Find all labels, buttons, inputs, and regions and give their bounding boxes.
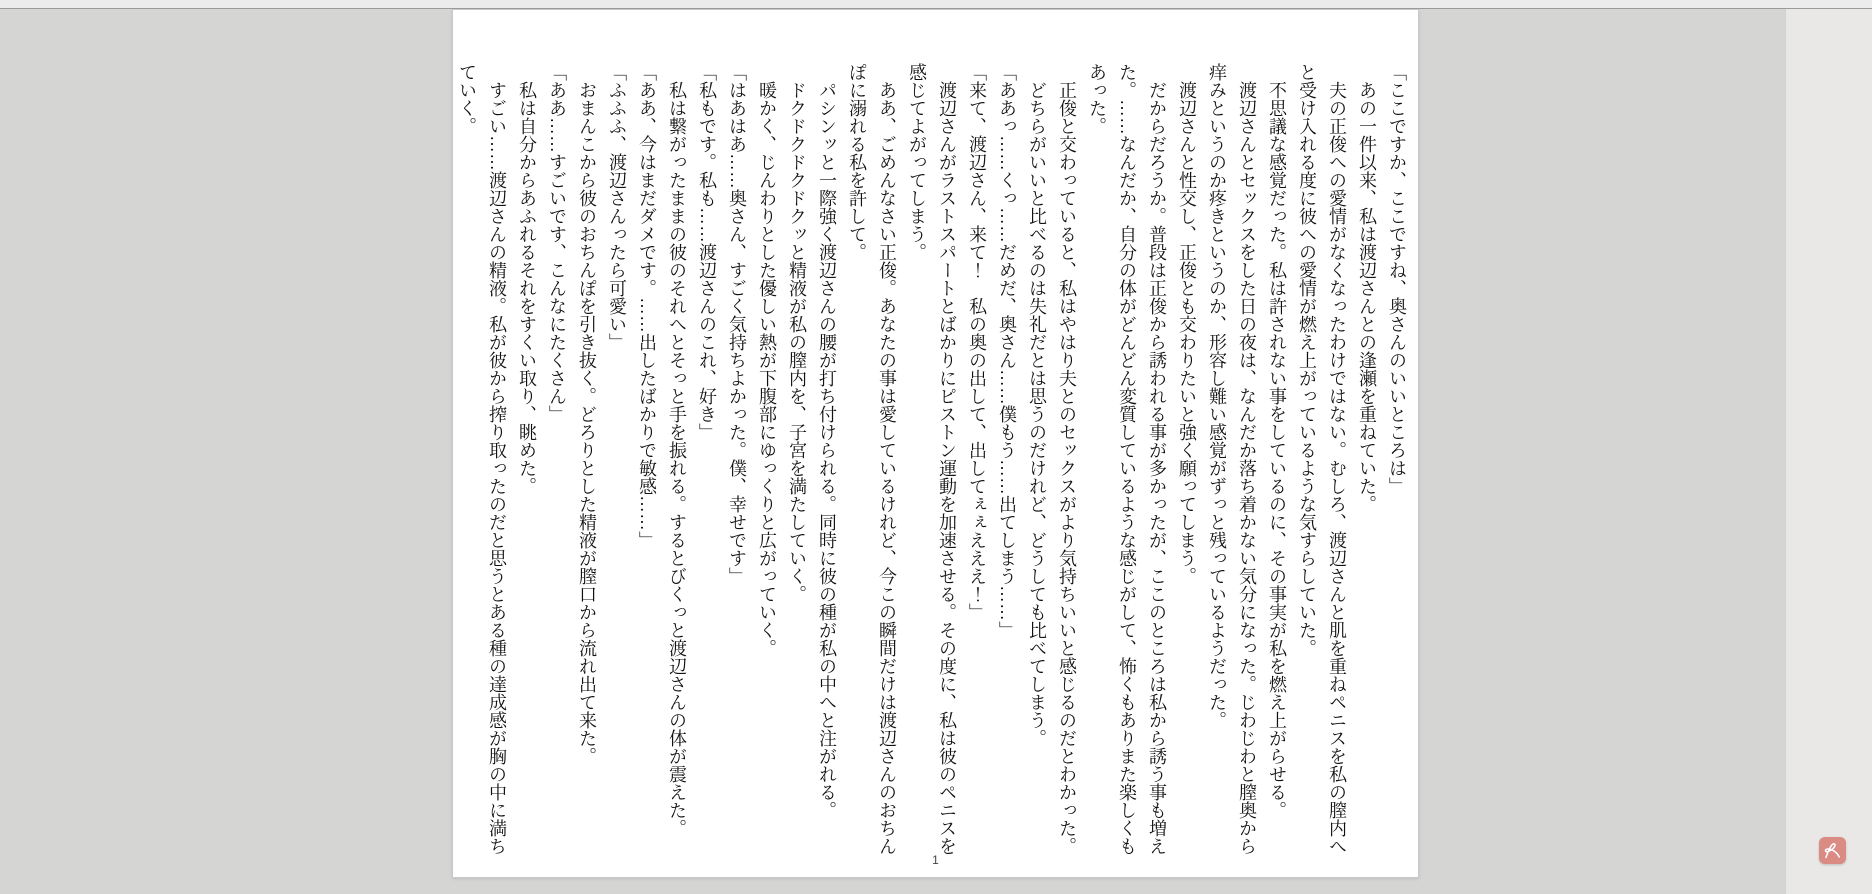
paragraph: 「私もです。私も……渡辺さんのこれ、好き」 [697,63,717,441]
paragraph: 私は自分からあふれるそれをすくい取り、眺めた。 [517,63,537,495]
vertical-text-block [453,63,1412,857]
paragraph: 「ああ、今はまだダメです。……出したばかりで敏感……」 [637,63,657,549]
paragraph: 「来て、渡辺さん、来て！ 私の奥の出して、出してぇぇえええ！」 [967,63,987,621]
paragraph: ドクドクドクドクッと精液が私の膣内を、子宮を満たしていく。 [787,63,807,603]
paragraph: 「はあはあ……奥さん、すごく気持ちよかった。僕、幸せです」 [727,63,747,585]
scroll-gutter [1786,9,1872,894]
acrobat-extension-button[interactable] [1819,837,1846,864]
paragraph: 「ああ……すごいです、こんなにたくさん」 [547,63,567,423]
paragraph: 渡辺さんと性交し、正俊とも交わりたいと強く願ってしまう。 [1177,63,1197,585]
paragraph: ああ、ごめんなさい正俊。あなたの事は愛しているけれど、今この瞬間だけは渡辺さんのおちんぽに溺れる私を許して。 [847,63,897,855]
paragraph: すごい……渡辺さんの精液。私が彼から搾り取ったのだと思うとある種の達成感が胸の中に満ちていく。 [457,63,507,855]
paragraph: 「ふふふ、渡辺さんったら可愛い」 [607,63,627,351]
page-number: 1 [932,853,939,867]
paragraph: 不思議な感覚だった。私は許されない事をしているのに、その事実が私を燃え上がらせる。 [1267,63,1287,819]
viewer-top-edge [0,0,1872,9]
paragraph: あの一件以来、私は渡辺さんとの逢瀬を重ねていた。 [1357,63,1377,513]
paragraph: 暖かく、じんわりとした優しい熱が下腹部にゆっくりと広がっていく。 [757,63,777,657]
paragraph: おまんこから彼のおちんぽを引き抜く。どろりとした精液が膣口から流れ出て来た。 [577,63,597,765]
document-page [452,9,1419,878]
paragraph: だからだろうか。普段は正俊から誘われる事が多かったが、ここのところは私から誘う事も増えた。……なんだか、自分の体がどんどん変質しているような感じがして、怖くもありまた楽しくもあった。 [1087,63,1167,855]
paragraph: どちらがいいと比べるのは失礼だとは思うのだけれど、どうしても比べてしまう。 [1027,63,1047,747]
paragraph: 正俊と交わっていると、私はやはり夫とのセックスがより気持ちいいと感じるのだとわかった。 [1057,63,1077,855]
paragraph: 私は繋がったままの彼のそれへとそっと手を振れる。するとびくっと渡辺さんの体が震えた。 [667,63,687,837]
paragraph: 夫の正俊への愛情がなくなったわけではない。むしろ、渡辺さんと肌を重ねペニスを私の膣内へと受け入れる度に彼への愛情が燃え上がっているような気すらしていた。 [1297,63,1347,855]
paragraph: 渡辺さんとセックスをした日の夜は、なんだか落ち着かない気分になった。じわじわと膣奥から痒みというのか疼きというのか、形容し難い感覚がずっと残っているようだった。 [1207,63,1257,855]
paragraph: 「ここですか、ここですね、奥さんのいいところは」 [1387,63,1407,495]
paragraph: 「ああっ……くっ……だめだ、奥さん……僕もう……出てしまう……」 [997,63,1017,639]
acrobat-logo-icon [1819,837,1846,864]
paragraph: 渡辺さんがラストスパートとばかりにピストン運動を加速させる。その度に、私は彼のペニスを感じてよがってしまう。 [907,63,957,855]
paragraph: パシンッと一際強く渡辺さんの腰が打ち付けられる。同時に彼の種が私の中へと注がれる。 [817,63,837,819]
